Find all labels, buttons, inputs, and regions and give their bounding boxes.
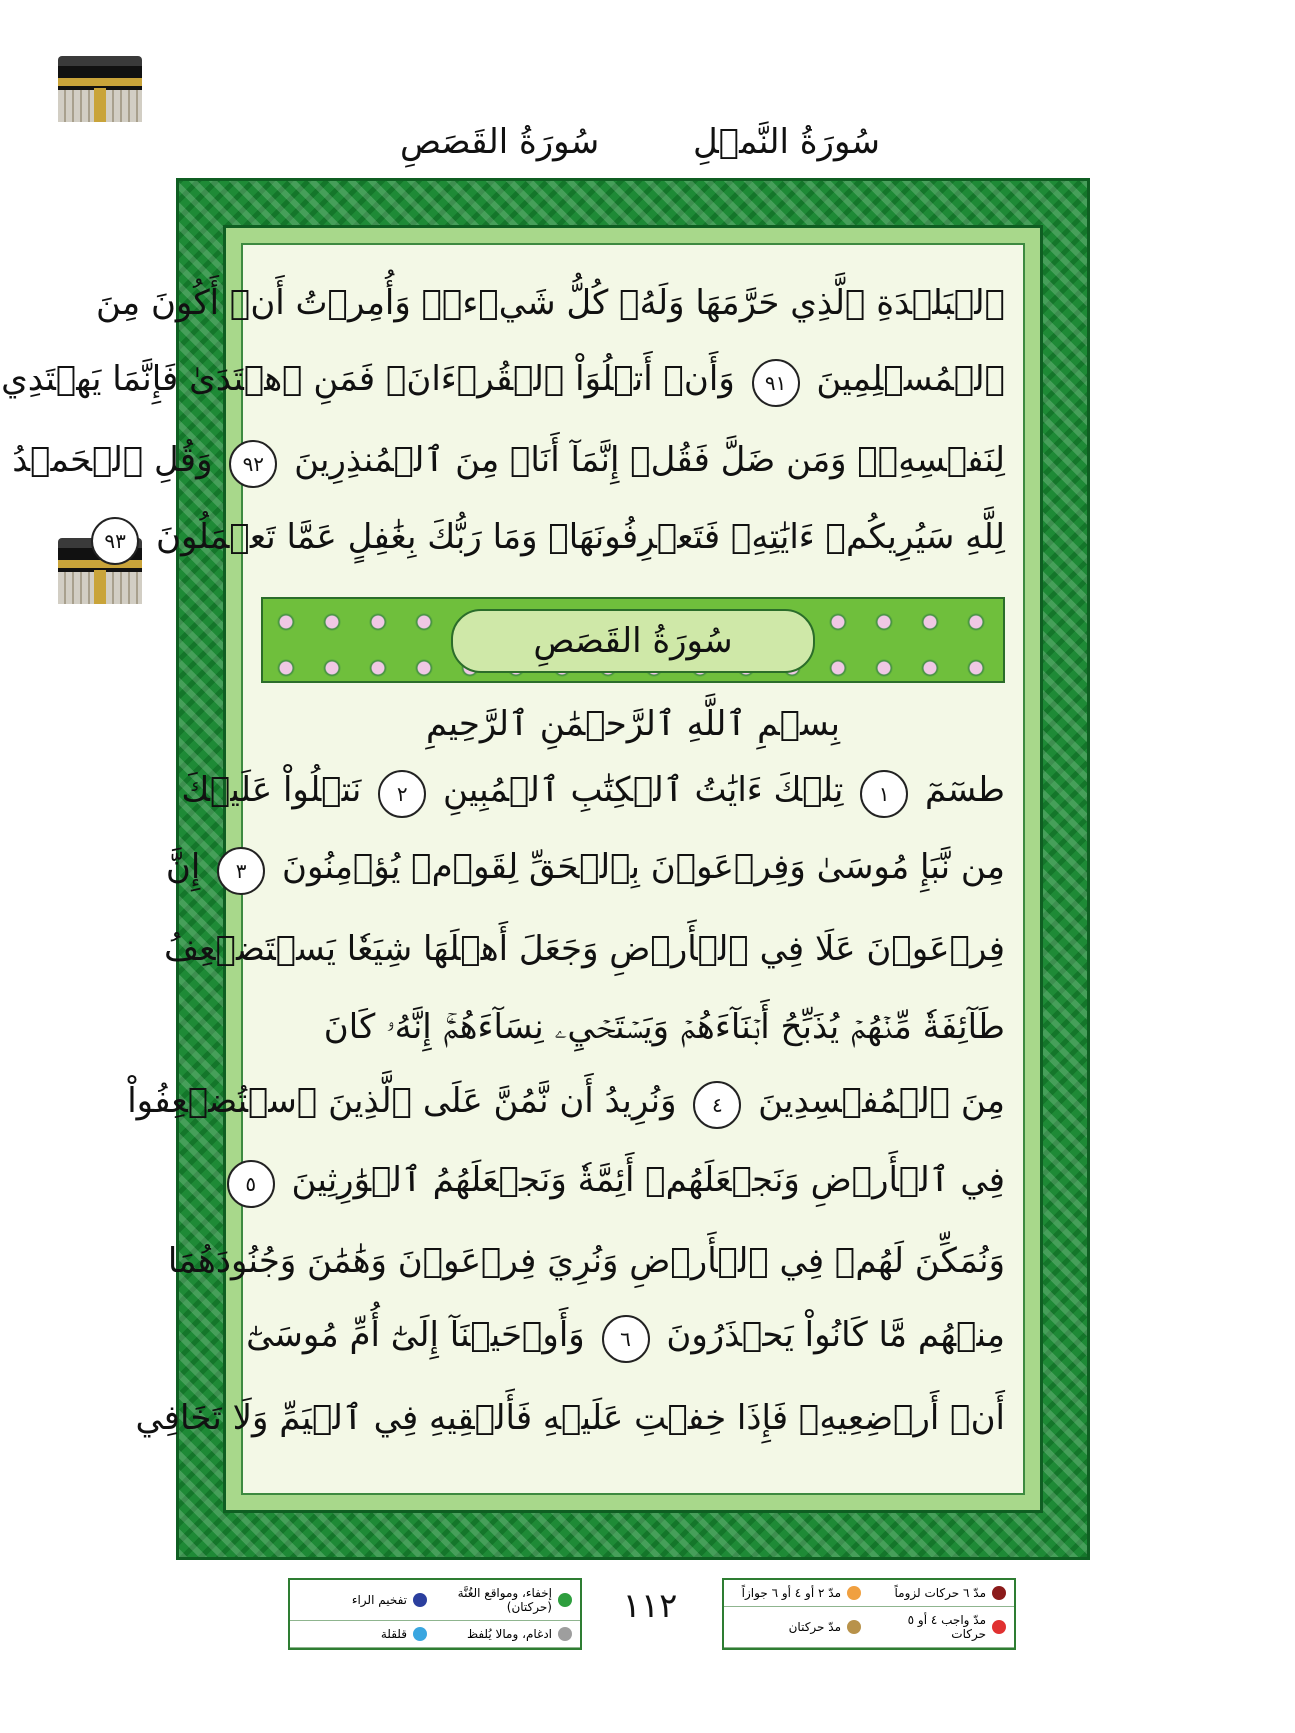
ayah-marker: ١	[860, 770, 908, 818]
surah-banner	[261, 597, 1005, 683]
verse-line: لِنَفۡسِهِۦۖ وَمَن ضَلَّ فَقُلۡ إِنَّمَآ أَنَا۠ مِنَ ٱلۡمُنذِرِينَ ٩٢ وَقُلِ ٱلۡحَمۡدُ	[261, 425, 1005, 501]
ayah-marker: ٩٣	[91, 517, 139, 565]
surah-banner-title: سُورَةُ القَصَصِ	[451, 609, 815, 673]
verse-line: طَآئِفَةٗ مِّنۡهُمۡ يُذَبِّحُ أَبۡنَآءَهُمۡ وَيَسۡتَحۡيِۦ نِسَآءَهُمۡۚ إِنَّهُۥ كَانَ	[323, 1007, 1005, 1047]
verse-line: طسٓمٓ ١ تِلۡكَ ءَايَٰتُ ٱلۡكِتَٰبِ ٱلۡمُبِينِ ٢ نَتۡلُواْ عَلَيۡكَ	[261, 755, 1005, 831]
verse-line: مِنَ ٱلۡمُفۡسِدِينَ ٤ وَنُرِيدُ أَن نَّمُنَّ عَلَى ٱلَّذِينَ ٱسۡتُضۡعِفُواْ	[261, 1067, 1005, 1143]
legend-dot-icon	[847, 1620, 861, 1634]
ayah-marker: ٢	[378, 770, 426, 818]
legend-item: مدّ ٦ حركات لزوماً	[869, 1580, 1014, 1607]
ayah-marker: ٩٢	[229, 440, 277, 488]
verse-line: ٱلۡمُسۡلِمِينَ ٩١ وَأَنۡ أَتۡلُوَاْ ٱلۡقُرۡءَانَۖ فَمَنِ ٱهۡتَدَىٰ فَإِنَّمَا يَهۡتَدِي	[261, 345, 1005, 421]
legend-dot-icon	[992, 1586, 1006, 1600]
verse-line: فِرۡعَوۡنَ عَلَا فِي ٱلۡأَرۡضِ وَجَعَلَ أَهۡلَهَا شِيَعٗا يَسۡتَضۡعِفُ	[163, 929, 1005, 969]
surah-name-left: سُورَةُ القَصَصِ	[400, 122, 600, 162]
tajweed-legend-left	[288, 1578, 582, 1650]
legend-item: إخفاء، ومواقع الغُنَّة (حركتان)	[435, 1580, 580, 1621]
ayah-marker: ٦	[602, 1315, 650, 1363]
legend-item: قلقلة	[290, 1621, 435, 1648]
verse-line: لِلَّهِ سَيُرِيكُمۡ ءَايَٰتِهِۦ فَتَعۡرِفُونَهَاۚ وَمَا رَبُّكَ بِغَٰفِلٍ عَمَّا تَعۡمَلُونَ ٩٣	[261, 503, 1005, 579]
legend-dot-icon	[847, 1586, 861, 1600]
verse-lines	[1, 245, 1005, 1493]
surah-header	[400, 112, 880, 172]
legend-item: تفخيم الراء	[290, 1580, 435, 1621]
legend-item: ادغام، ومالا يُلفظ	[435, 1621, 580, 1648]
verse-line: مِن نَّبَإِ مُوسَىٰ وَفِرۡعَوۡنَ بِٱلۡحَقِّ لِقَوۡمٖ يُؤۡمِنُونَ ٣ إِنَّ	[261, 833, 1005, 909]
legend-item: مدّ حركتان	[724, 1607, 869, 1648]
legend-item: مدّ ٢ أو ٤ أو ٦ جوازاً	[724, 1580, 869, 1607]
ayah-marker: ٩١	[752, 359, 800, 407]
verse-line: أَنۡ أَرۡضِعِيهِۖ فَإِذَا خِفۡتِ عَلَيۡهِ فَأَلۡقِيهِ فِي ٱلۡيَمِّ وَلَا تَخَافِي	[135, 1397, 1005, 1438]
kaaba-icon	[58, 56, 142, 122]
page-number: ١١٢	[622, 1586, 678, 1626]
legend-item: مدّ واجب ٤ أو ٥ حركات	[869, 1607, 1014, 1648]
ayah-marker: ٤	[693, 1081, 741, 1129]
legend-dot-icon	[413, 1627, 427, 1641]
ayah-marker: ٥	[227, 1160, 275, 1208]
legend-dot-icon	[413, 1593, 427, 1607]
legend-dot-icon	[558, 1593, 572, 1607]
text-area	[1, 243, 1025, 1495]
basmala: بِسۡمِ ٱللَّهِ ٱلرَّحۡمَٰنِ ٱلرَّحِيمِ	[426, 703, 840, 744]
tajweed-legend-right	[722, 1578, 1016, 1650]
ayah-marker: ٣	[217, 847, 265, 895]
page-frame	[1, 178, 1090, 1560]
verse-line: ٱلۡبَلۡدَةِ ٱلَّذِي حَرَّمَهَا وَلَهُۥ كُلُّ شَيۡءٖۖ وَأُمِرۡتُ أَنۡ أَكُونَ مِنَ	[96, 283, 1005, 323]
legend-dot-icon	[992, 1620, 1006, 1634]
page-footer	[0, 1578, 1295, 1648]
verse-line: وَنُمَكِّنَ لَهُمۡ فِي ٱلۡأَرۡضِ وَنُرِيَ فِرۡعَوۡنَ وَهَٰمَٰنَ وَجُنُودَهُمَا	[167, 1241, 1005, 1281]
verse-line: فِي ٱلۡأَرۡضِ وَنَجۡعَلَهُمۡ أَئِمَّةٗ وَنَجۡعَلَهُمُ ٱلۡوَٰرِثِينَ ٥	[261, 1145, 1005, 1221]
surah-name-right: سُورَةُ النَّمۡلِ	[693, 122, 880, 162]
legend-dot-icon	[558, 1627, 572, 1641]
verse-line: مِنۡهُم مَّا كَانُواْ يَحۡذَرُونَ ٦ وَأَوۡحَيۡنَآ إِلَىٰٓ أُمِّ مُوسَىٰٓ	[261, 1301, 1005, 1377]
